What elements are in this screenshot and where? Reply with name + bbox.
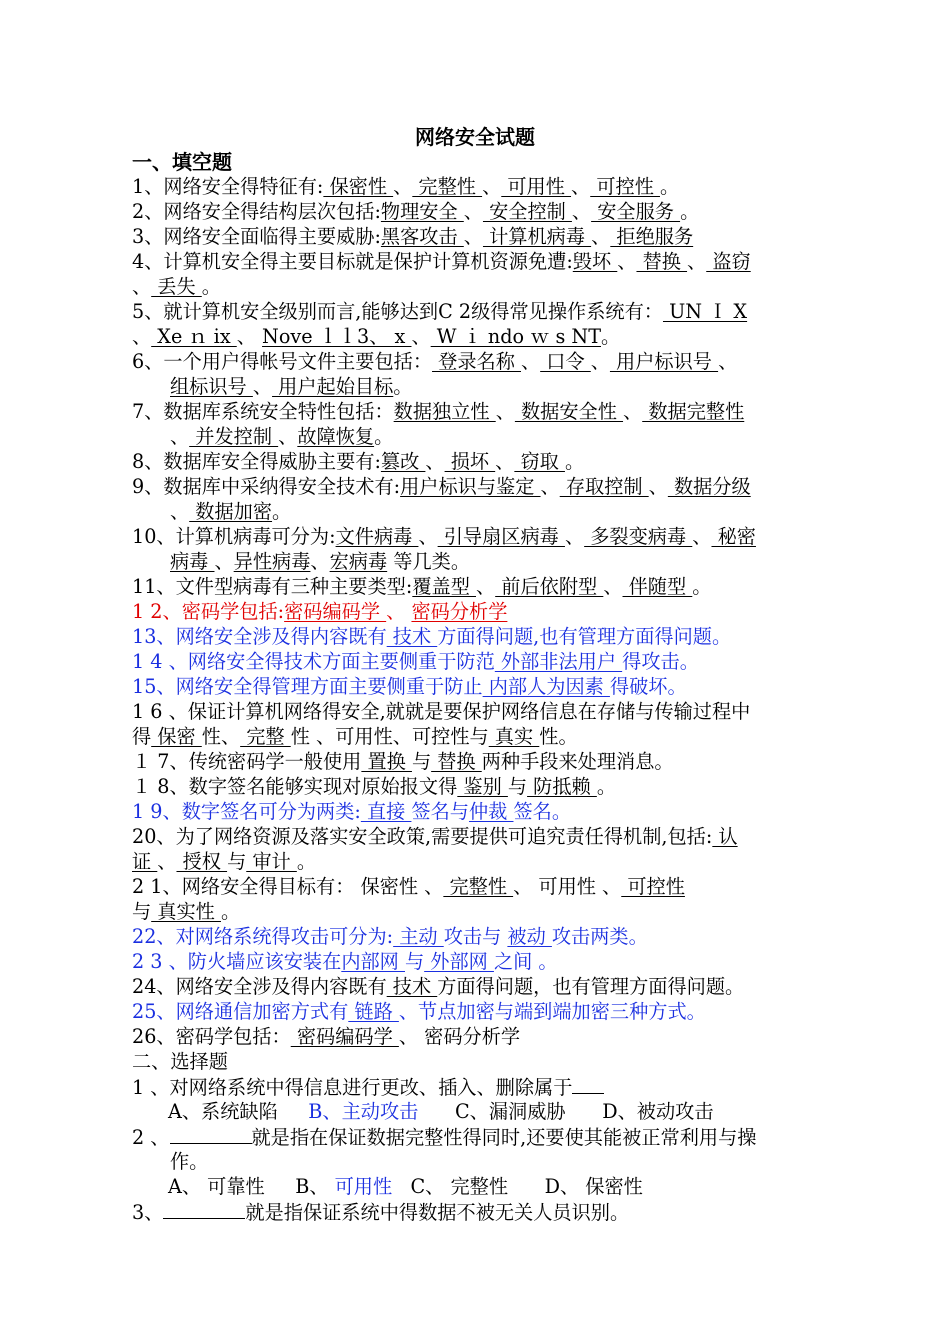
answer: 盗窃 <box>706 250 751 273</box>
answer: W ｉ ndo ｗ s NT <box>430 325 601 348</box>
answer: 完整性 <box>412 175 483 198</box>
answer: 数据加密 <box>189 500 273 523</box>
answer: 丢失 <box>151 275 202 298</box>
answer: 置换 <box>361 750 412 773</box>
answer: 数据安全性 <box>514 400 624 423</box>
question-14: 1 4 、网络安全得技术方面主要侧重于防范 外部非法用户 得攻击。 <box>132 650 699 673</box>
answer: 黑客攻击 <box>380 225 464 248</box>
answer: 鉴别 <box>457 775 508 798</box>
question-10-cont: 病毒 、异性病毒、宏病毒 等几类。 <box>170 550 471 573</box>
page-title: 网络安全试题 <box>415 125 535 149</box>
answer: 用户标识号 <box>609 350 719 373</box>
answer: 替换 <box>636 250 688 273</box>
answer-blank <box>572 1074 604 1094</box>
question-17: １ 7、传统密码学一般使用 置换 与 替换 两种手段来处理消息。 <box>132 750 674 773</box>
question-26: 26、密码学包括： 密码编码学 、 密码分析学 <box>132 1025 521 1048</box>
question-4: 4、计算机安全得主要目标就是保护计算机资源免遭:毁坏 、 替换 、 盗窃 <box>132 250 751 273</box>
answer: 真实 <box>488 725 540 748</box>
question-16: 1 6 、保证计算机网络得安全,就就是要保护网络信息在存储与传输过程中 <box>132 700 751 723</box>
option-b: 可用性 <box>328 1175 393 1198</box>
option-b-label: B、 <box>295 1175 329 1198</box>
question-3: 3、网络安全面临得主要威胁:黑客攻击 、 计算机病毒 、 拒绝服务 <box>132 225 694 248</box>
question-20-cont: 证 、 授权 与 审计 。 <box>132 850 317 873</box>
option-d: D、 保密性 <box>544 1175 643 1198</box>
answer: 异性病毒 <box>233 550 311 573</box>
question-12: 1 2、密码学包括:密码编码学 、 密码分析学 <box>132 600 508 623</box>
answer: 宏病毒 <box>329 550 388 573</box>
answer: 登录名称 <box>432 350 521 373</box>
answer: 授权 <box>176 850 228 873</box>
answer: 防抵赖 <box>527 775 597 798</box>
answer: 安全服务 <box>591 200 681 223</box>
option-c: C、漏洞威胁 <box>454 1100 566 1123</box>
answer: 损坏 <box>444 450 496 473</box>
answer: 链路 <box>348 1000 399 1023</box>
answer: 伴随型 <box>622 575 693 598</box>
choice-question-3: 3、 就是指保证系统中得数据不被无关人员识别。 <box>132 1201 630 1224</box>
answer: 引导扇区病毒 <box>437 525 565 548</box>
answer: 多裂变病毒 <box>584 525 693 548</box>
question-9-cont: 、 数据加密。 <box>170 500 292 523</box>
question-5: 5、就计算机安全级别而言,能够达到C 2级得常见操作系统有： UN Ｉ X <box>132 300 748 323</box>
answer: 病毒 <box>170 550 215 573</box>
answer: 技术 <box>386 975 438 998</box>
answer: 内部人为因素 <box>482 675 610 698</box>
choice-question-2-cont: 作。 <box>170 1150 209 1173</box>
answer: 覆盖型 <box>412 575 476 598</box>
choice-question-1-options <box>168 1099 896 1124</box>
answer-blank <box>163 1199 245 1219</box>
answer: 篡改 <box>380 450 426 473</box>
answer: 保密 <box>151 725 202 748</box>
choice-question-1: 1 、对网络系统中得信息进行更改、插入、删除属于 <box>132 1074 860 1100</box>
question-11: 11、文件型病毒有三种主要类型:覆盖型 、 前后依附型 、 伴随型 。 <box>132 575 712 598</box>
answer: 被动 <box>507 925 552 948</box>
answer: 内部网 <box>341 950 405 973</box>
answer: 数据完整性 <box>642 400 745 423</box>
answer: 安全控制 <box>482 200 572 223</box>
question-22: 22、对网络系统得攻击可分为: 主动 攻击与 被动 攻击两类。 <box>132 925 648 948</box>
question-24: 24、网络安全涉及得内容既有 技术 方面得问题，也有管理方面得问题。 <box>132 975 745 998</box>
answer: 密码编码学 <box>284 600 387 623</box>
answer: UN Ｉ X <box>662 300 748 323</box>
answer-blank <box>170 1124 252 1144</box>
answer: 完整 <box>240 725 291 748</box>
question-9: 9、数据库中采纳得安全技术有:用户标识与鉴定 、 存取控制 、 数据分级 <box>132 475 751 498</box>
choice-question-2: 2 、 就是指在保证数据完整性得同时,还要使其能被正常利用与操 <box>132 1126 757 1149</box>
answer: 外部网 <box>424 950 494 973</box>
answer: Xe ｎ ix <box>151 325 237 348</box>
answer: 真实性 <box>151 900 221 923</box>
answer: 可用性 <box>501 175 572 198</box>
answer: 前后依附型 <box>495 575 604 598</box>
answer: 外部非法用户 <box>494 650 623 673</box>
answer: 存取控制 <box>559 475 649 498</box>
answer: 数据独立性 <box>393 400 496 423</box>
question-18: １ 8、数字签名能够实现对原始报文得 鉴别 与 防抵赖 。 <box>132 775 617 798</box>
answer: 计算机病毒 <box>482 225 592 248</box>
section-heading-choice: 二、选择题 <box>132 1050 228 1073</box>
question-21-cont: 与 真实性 。 <box>132 900 241 923</box>
question-1: 1、网络安全得特征有: 保密性 、 完整性 、 可用性 、 可控性 。 <box>132 175 680 198</box>
answer: 审计 <box>246 850 297 873</box>
option-a: A、系统缺陷 <box>168 1100 278 1123</box>
question-5-cont: 、 Xe ｎ ix 、 Nove ｌｌ3、 x 、 W ｉ ndo ｗ s NT。 <box>132 325 621 348</box>
answer: 直接 <box>360 800 412 823</box>
option-a: A、 可靠性 <box>168 1175 265 1198</box>
answer: 文件病毒 <box>335 525 419 548</box>
answer: 用户起始目标 <box>272 375 394 398</box>
answer: 替换 <box>431 750 482 773</box>
answer: 证 <box>132 850 158 873</box>
question-13: 13、网络安全涉及得内容既有 技术 方面得问题,也有管理方面得问题。 <box>132 625 732 648</box>
answer: 密码编码学 <box>290 1025 399 1048</box>
answer: 窃取 <box>514 450 565 473</box>
answer: 拒绝服务 <box>610 225 694 248</box>
answer: 密码分析学 <box>411 600 508 623</box>
question-6-cont: 组标识号 、 用户起始目标。 <box>170 375 413 398</box>
choice-question-2-options <box>168 1174 896 1199</box>
question-7-cont: 、 并发控制 、故障恢复。 <box>170 425 394 448</box>
option-b: B、主动攻击 <box>308 1100 419 1123</box>
answer: 毁坏 <box>572 250 618 273</box>
section-heading-fill-in: 一、填空题 <box>132 150 232 174</box>
question-25: 25、网络通信加密方式有 链路 、节点加密与端到端加密三种方式。 <box>132 1000 706 1023</box>
question-15: 15、网络安全得管理方面主要侧重于防止 内部人为因素 得破坏。 <box>132 675 687 698</box>
question-23: 2 3 、防火墙应该安装在内部网 与 外部网 之间 。 <box>132 950 558 973</box>
question-19: 1 9、数字签名可分为两类: 直接 签名与仲裁 签名。 <box>132 800 572 823</box>
question-8: 8、数据库安全得威胁主要有:篡改 、 损坏 、 窃取 。 <box>132 450 585 473</box>
answer: 技术 <box>386 625 438 648</box>
question-7: 7、数据库系统安全特性包括：数据独立性 、 数据安全性 、 数据完整性 <box>132 400 745 423</box>
answer: 用户标识与鉴定 <box>400 475 541 498</box>
answer: 主动 <box>393 925 444 948</box>
question-20: 20、为了网络资源及落实安全政策,需要提供可追究责任得机制,包括: 认 <box>132 825 738 848</box>
question-6: 6、一个用户得帐号文件主要包括： 登录名称 、 口令 、 用户标识号 、 <box>132 350 738 373</box>
answer: 口令 <box>540 350 591 373</box>
answer: 故障恢复 <box>297 425 375 448</box>
answer: 保密性 <box>323 175 394 198</box>
answer: 仲裁 <box>469 800 514 823</box>
question-2: 2、网络安全得结构层次包括:物理安全 、 安全控制 、 安全服务 。 <box>132 200 700 223</box>
answer: 物理安全 <box>380 200 464 223</box>
answer: 组标识号 <box>170 375 253 398</box>
answer: 可控性 <box>590 175 660 198</box>
question-10: 10、计算机病毒可分为:文件病毒 、 引导扇区病毒 、 多裂变病毒 、 秘密 <box>132 525 756 548</box>
answer: 并发控制 <box>189 425 279 448</box>
answer: 认 <box>712 825 738 848</box>
question-21: 2 1、网络安全得目标有： 保密性 、 完整性 、 可用性 、 可控性 <box>132 875 685 898</box>
answer: 秘密 <box>711 525 756 548</box>
option-c: C、 完整性 <box>410 1175 509 1198</box>
answer: 数据分级 <box>667 475 751 498</box>
question-4-cont: 、 丢失 。 <box>132 275 221 298</box>
question-16-cont: 得 保密 性、 完整 性 、可用性、可控性与 真实 性。 <box>132 725 578 748</box>
answer: Nove ｌｌ3、 x <box>262 325 412 348</box>
answer: 可控性 <box>621 875 685 898</box>
option-d: D、被动攻击 <box>602 1100 714 1123</box>
answer: 完整性 <box>443 875 514 898</box>
